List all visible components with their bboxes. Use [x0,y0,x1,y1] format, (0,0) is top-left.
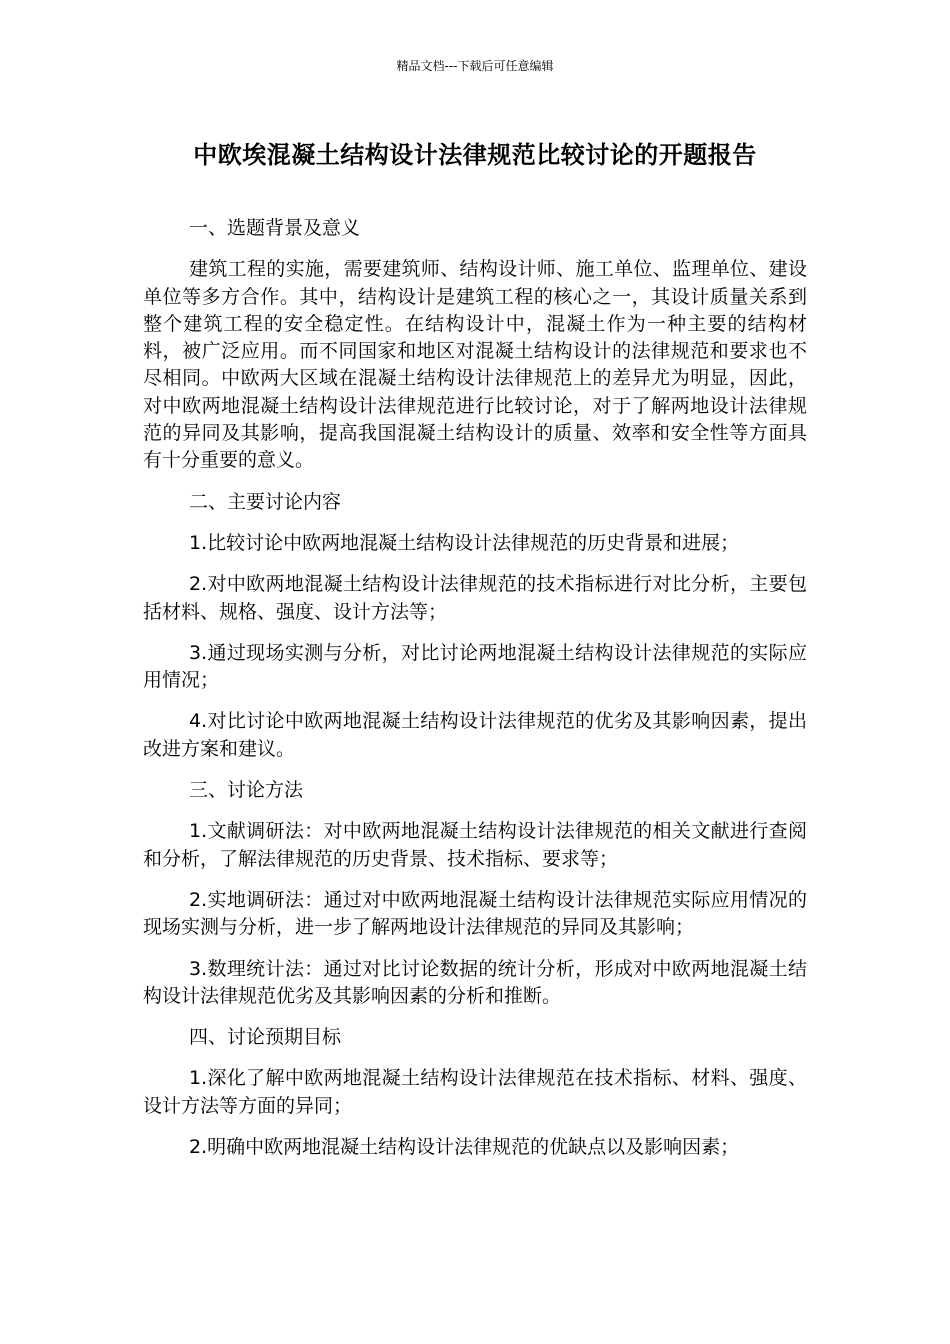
list-item-content-3: 3.通过现场实测与分析，对比讨论两地混凝土结构设计法律规范的实际应用情况； [143,641,807,692]
page-header: 精品文档---下载后可任意编辑 [396,59,554,73]
section-heading-background: 一、选题背景及意义 [189,217,361,239]
document-title: 中欧埃混凝土结构设计法律规范比较讨论的开题报告 [193,141,757,169]
section-heading-methods: 三、讨论方法 [189,779,304,802]
list-item-goal-1: 1.深化了解中欧两地混凝土结构设计法律规范在技术指标、材料、强度、设计方法等方面的异同； [143,1067,807,1117]
list-item-method-3: 3.数理统计法：通过对比讨论数据的统计分析，形成对中欧两地混凝土结构设计法律规范优劣及其影响因素的分析和推断。 [143,957,807,1007]
list-item-method-2: 2.实地调研法：通过对中欧两地混凝土结构设计法律规范实际应用情况的现场实测与分析，进一步了解两地设计法律规范的异同及其影响； [143,888,807,939]
list-item-content-4: 4.对比讨论中欧两地混凝土结构设计法律规范的优劣及其影响因素，提出改进方案和建议。 [143,710,807,760]
section-heading-main-content: 二、主要讨论内容 [189,490,342,513]
list-item-content-1: 1.比较讨论中欧两地混凝土结构设计法律规范的历史背景和进展； [189,531,740,554]
list-item-method-1: 1.文献调研法：对中欧两地混凝土结构设计法律规范的相关文献进行查阅和分析，了解法律规范的历史背景、技术指标、要求等； [143,820,807,870]
paragraph-background: 建筑工程的实施，需要建筑师、结构设计师、施工单位、监理单位、建设单位等多方合作。其中，结构设计是建筑工程的核心之一，其设计质量关系到整个建筑工程的安全稳定性。在结构设计中，混凝土作为一种主要的结构材料，被广泛应用。而不同国家和地区对混凝土结构设计的法律规范和要求也不尽相同。中欧两大区域在混凝土结构设计法律规范上的差异尤为明显，因此，对中欧两地混凝土结构设计法律规范进行比较讨论，对于了解两地设计法律规范的异同及其影响，提高我国混凝土结构设计的质量、效率和安全性等方面具有十分重要的意义。 [143,258,807,472]
list-item-goal-2: 2.明确中欧两地混凝土结构设计法律规范的优缺点以及影响因素； [189,1136,740,1159]
document-body [143,215,807,1175]
list-item-content-2: 2.对中欧两地混凝土结构设计法律规范的技术指标进行对比分析，主要包括材料、规格、强度、设计方法等； [143,573,807,623]
section-heading-goals: 四、讨论预期目标 [189,1026,342,1049]
